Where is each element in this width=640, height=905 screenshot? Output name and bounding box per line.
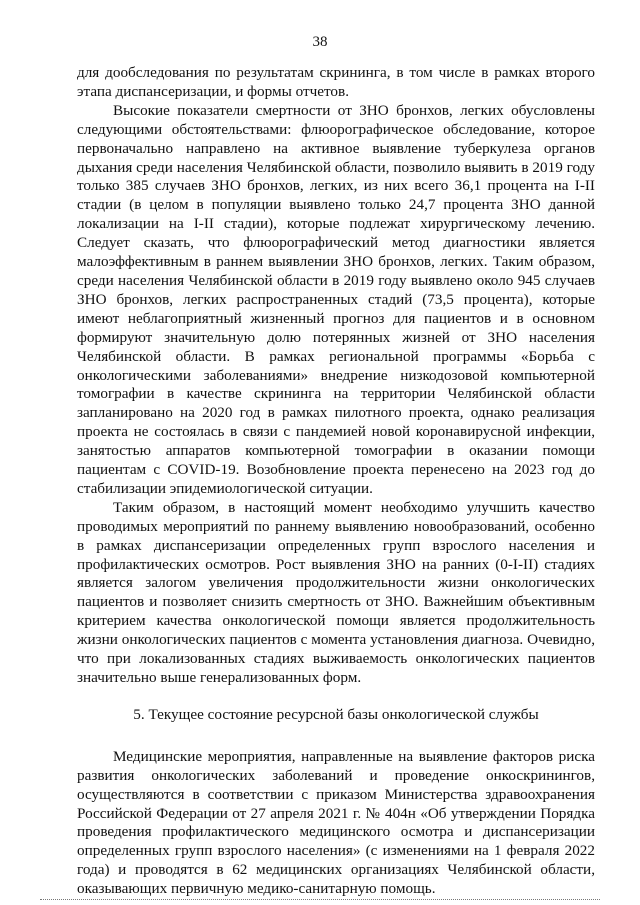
page-number: 38: [312, 34, 328, 50]
paragraph-lung-cancer: Высокие показатели смертности от ЗНО бронхов, легких обусловлены следующими обстоятельствами: флюорографическое обследование, которое первоначально направлено на активное выявление туберкулеза органов дыхания среди населения Челябинской области, позволило выявить в 2019 году только 385 случаев ЗНО бронхов, легких, из них всего 36,1 процента на I-II стадии (в целом в популяции выявлено только 24,7 процента ЗНО данной локализации на I-II стадии), которые подлежат хирургическому лечению. Следует сказать, что флюорографический метод диагностики является малоэффективным в раннем выявлении ЗНО бронхов, легких. Таким образом, среди населения Челябинской области в 2019 году выявлено около 945 случаев ЗНО бронхов, легких распространенных стадий (73,5 процента), которые имеют неблагоприятный жизненный прогноз для пациентов и в основном формируют значительную долю потерянных жизней от ЗНО населения Челябинской области. В рамках региональной программы «Борьба с онкологическими заболеваниями» внедрение низкодозовой компьютерной томографии в качестве скрининга на территории Челябинской области запланировано на 2020 год в рамках пилотного проекта, однако реализация проекта не состоялась в связи с пандемией новой коронавирусной инфекции, занятостью аппаратов компьютерной томографии в оказании помощи пациентам с COVID-19. Возобновление проекта перенесено на 2023 год до стабилизации эпидемиологической ситуации.: [77, 101, 595, 497]
paragraph-conclusion: Таким образом, в настоящий момент необходимо улучшить качество проводимых мероприятий по раннему выявлению новообразований, особенно в рамках диспансеризации определенных групп взрослого населения и профилактических осмотров. Рост выявления ЗНО на ранних (0-I-II) стадиях является залогом увеличения продолжительности жизни онкологических пациентов и позволяет снизить смертность от ЗНО. Важнейшим объективным критерием качества онкологической помощи является продолжительность жизни онкологических пациентов с момента установления диагноза. Очевидно, что при локализованных стадиях выживаемость онкологических пациентов значительно выше генерализованных форм.: [77, 498, 595, 686]
body-text: [77, 64, 595, 899]
footer-divider: [40, 899, 600, 900]
paragraph-medical-measures: Медицинские мероприятия, направленные на выявление факторов риска развития онкологических заболеваний и проведение онкоскринингов, осуществляются в соответствии с приказом Министерства здравоохранения Российской Федерации от 27 апреля 2021 г. № 404н «Об утверждении Порядка проведения профилактического медицинского осмотра и диспансеризации определенных групп взрослого населения» (с изменениями на 1 февраля 2022 года) и проводятся в 62 медицинских организациях Челябинской области, оказывающих первичную медико-санитарную помощь.: [77, 747, 595, 898]
section-heading: 5. Текущее состояние ресурсной базы онкологической службы: [133, 705, 539, 723]
paragraph-continuation: для дообследования по результатам скрининга, в том числе в рамках второго этапа диспансеризации, и формы отчетов.: [77, 64, 595, 100]
